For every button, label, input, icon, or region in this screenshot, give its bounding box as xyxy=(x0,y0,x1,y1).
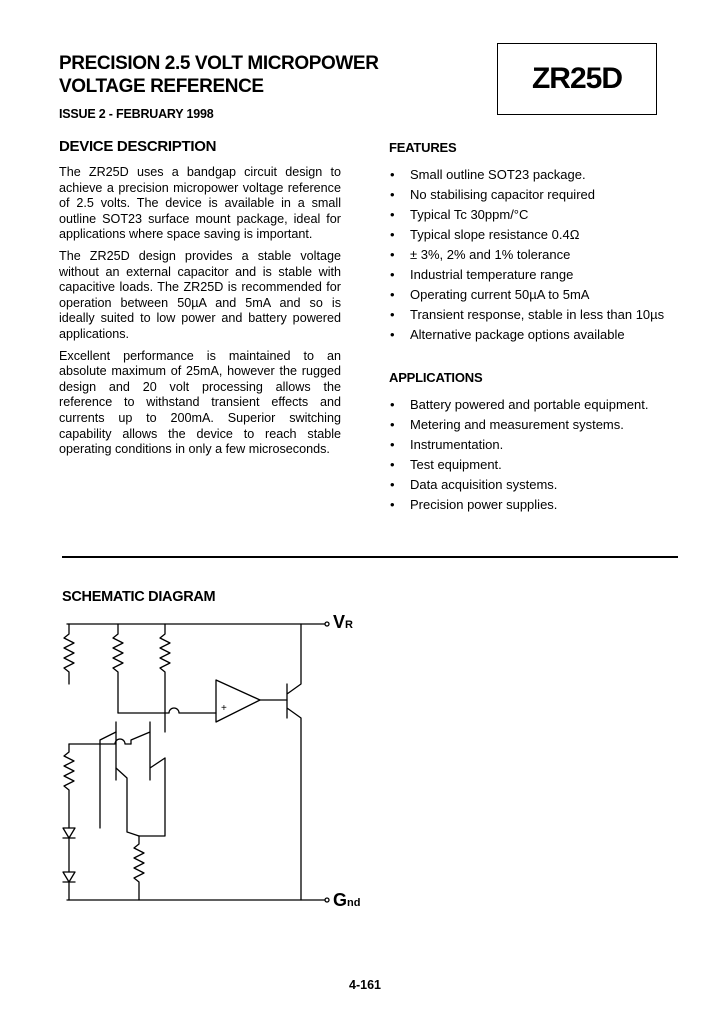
bullet-icon: • xyxy=(390,227,395,242)
application-item-text: Metering and measurement systems. xyxy=(410,417,624,432)
description-paragraph: The ZR25D design provides a stable voltage without an external capacitor and is stable with capacitive loads. The ZR25D is recommended for operation between 50µA and 5mA and so is ideally suited to low power and battery powered applications. xyxy=(59,248,341,341)
application-item-text: Instrumentation. xyxy=(410,437,504,452)
feature-item-text: Alternative package options available xyxy=(410,327,625,342)
bullet-icon: • xyxy=(390,327,395,342)
bullet-icon: • xyxy=(390,497,395,512)
application-item-text: Test equipment. xyxy=(410,457,502,472)
feature-item xyxy=(389,167,679,182)
applications-heading: APPLICATIONS xyxy=(389,370,483,385)
part-number-box: ZR25D xyxy=(497,43,657,115)
feature-item-text: Small outline SOT23 package. xyxy=(410,167,586,182)
bullet-icon: • xyxy=(390,457,395,472)
resistor-r4 xyxy=(160,624,170,732)
description-paragraph: Excellent performance is maintained to an absolute maximum of 25mA, however the rugged design and 20 volt processing allows the reference to withstand transient effects and currents up to 200mA. Superior switching capability allows the device to reach stable operating conditions in only a few microseconds. xyxy=(59,348,341,457)
page-number: 4-161 xyxy=(349,978,381,992)
application-item xyxy=(389,417,679,432)
bullet-icon: • xyxy=(390,417,395,432)
bullet-icon: • xyxy=(390,207,395,222)
feature-item xyxy=(389,307,679,322)
vr-label: VR xyxy=(333,612,353,632)
schematic-heading: SCHEMATIC DIAGRAM xyxy=(62,589,216,605)
opamp-plus-label: + xyxy=(221,703,227,714)
bullet-icon: • xyxy=(390,247,395,262)
gnd-terminal xyxy=(325,898,329,902)
application-item xyxy=(389,477,679,492)
opamp xyxy=(216,680,260,722)
title-line-2: VOLTAGE REFERENCE xyxy=(59,76,264,97)
vr-terminal xyxy=(325,622,329,626)
bullet-icon: • xyxy=(390,437,395,452)
description-paragraph: The ZR25D uses a bandgap circuit design to achieve a precision micropower voltage reference of 2.5 volts. The device is available in a small outline SOT23 surface mount package, ideal for applications where space saving is important. xyxy=(59,165,341,242)
feature-item-text: Typical slope resistance 0.4Ω xyxy=(410,227,580,242)
feature-item xyxy=(389,247,679,262)
title-line-1: PRECISION 2.5 VOLT MICROPOWER xyxy=(59,53,379,74)
diode-d2 xyxy=(63,872,75,882)
gnd-label: Gnd xyxy=(333,890,361,910)
bullet-icon: • xyxy=(390,477,395,492)
bullet-icon: • xyxy=(390,187,395,202)
bullet-icon: • xyxy=(390,167,395,182)
application-item xyxy=(389,457,679,472)
bullet-icon: • xyxy=(390,267,395,282)
resistor-r3 xyxy=(113,624,123,713)
features-list xyxy=(389,167,679,347)
resistor-r2 xyxy=(64,744,74,828)
features-heading: FEATURES xyxy=(389,140,457,155)
application-item xyxy=(389,497,679,512)
schematic-diagram xyxy=(55,600,385,920)
feature-item-text: ± 3%, 2% and 1% tolerance xyxy=(410,247,571,262)
feature-item-text: Industrial temperature range xyxy=(410,267,574,282)
transistor-q3 xyxy=(287,624,301,900)
page-title xyxy=(59,52,379,98)
application-item-text: Data acquisition systems. xyxy=(410,477,558,492)
feature-item-text: Operating current 50µA to 5mA xyxy=(410,287,590,302)
application-item-text: Battery powered and portable equipment. xyxy=(410,397,649,412)
description-text xyxy=(59,165,341,464)
resistor-r5 xyxy=(134,836,144,900)
feature-item xyxy=(389,327,679,342)
feature-item xyxy=(389,287,679,302)
feature-item-text: No stabilising capacitor required xyxy=(410,187,595,202)
application-item xyxy=(389,437,679,452)
section-divider xyxy=(62,556,678,558)
application-item xyxy=(389,397,679,412)
transistor-q2 xyxy=(131,722,165,780)
feature-item xyxy=(389,267,679,282)
bullet-icon: • xyxy=(390,287,395,302)
diode-d1 xyxy=(63,828,75,838)
feature-item xyxy=(389,207,679,222)
feature-item-text: Typical Tc 30ppm/°C xyxy=(410,207,529,222)
feature-item-text: Transient response, stable in less than 10µs xyxy=(410,307,665,322)
applications-list xyxy=(389,397,679,517)
feature-item xyxy=(389,227,679,242)
issue-date: ISSUE 2 - FEBRUARY 1998 xyxy=(59,107,214,121)
description-heading: DEVICE DESCRIPTION xyxy=(59,138,217,155)
bullet-icon: • xyxy=(390,307,395,322)
bullet-icon: • xyxy=(390,397,395,412)
resistor-r1 xyxy=(64,624,74,684)
feature-item xyxy=(389,187,679,202)
application-item-text: Precision power supplies. xyxy=(410,497,558,512)
